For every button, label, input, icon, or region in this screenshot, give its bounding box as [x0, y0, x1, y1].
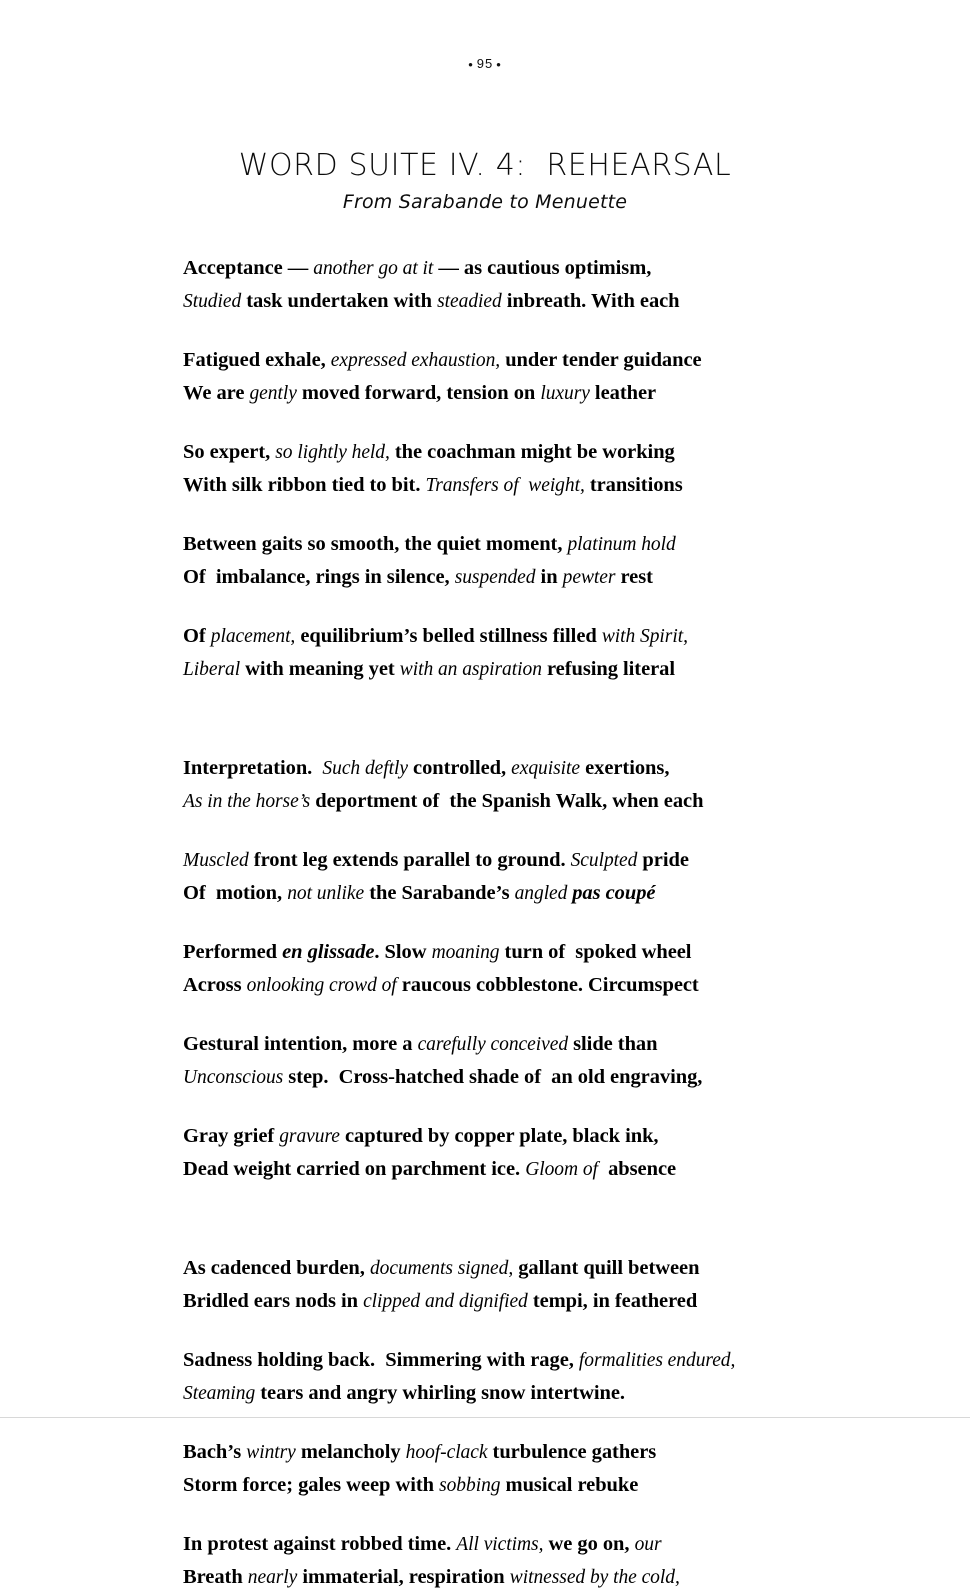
poem-line — [183, 1469, 803, 1502]
poem-run-roman: the coachman might be working — [389, 441, 675, 463]
poem-run-italic: expressed exhaustion, — [330, 350, 501, 371]
poem-run-roman: Gestural intention, more a — [183, 1033, 418, 1055]
poem-stanza — [183, 252, 803, 318]
poem-line — [183, 1153, 803, 1186]
poem-run-roman: Across — [183, 974, 247, 996]
poem-run-italic: moaning — [431, 942, 500, 963]
poem-line — [183, 620, 803, 653]
poem-run-roman: As cadenced burden, — [183, 1257, 370, 1279]
poem-run-italic: Steaming — [183, 1383, 256, 1404]
poem-line — [183, 1285, 803, 1318]
poem-run-roman: under tender guidance — [500, 349, 702, 371]
poem-run-italic: platinum hold — [567, 534, 676, 555]
poem-line — [183, 1436, 803, 1469]
poem-run-italic: suspended — [454, 567, 536, 588]
poem-run-italic: Studied — [183, 291, 242, 312]
poem-stanza — [183, 620, 803, 686]
poem-run-roman: Of motion, — [183, 882, 288, 904]
poem-run-italic: Muscled — [183, 850, 249, 871]
poem-run-roman: Breath — [183, 1566, 248, 1588]
poem-run-italic: with an aspiration — [399, 659, 542, 680]
poem-run-roman: in — [535, 566, 563, 588]
poem-stanza — [183, 936, 803, 1002]
poem-run-roman: transitions — [584, 474, 683, 496]
poem-run-italic: documents signed, — [369, 1258, 514, 1279]
poem-run-roman: gallant quill between — [513, 1257, 700, 1279]
poem-stanza — [183, 844, 803, 910]
poem-stanza — [183, 436, 803, 502]
poem-run-italic: steadied — [437, 291, 502, 312]
poem-run-roman: . Slow — [374, 941, 432, 963]
poem-run-italic: Such deftly — [322, 758, 408, 779]
poem-run-italic: witnessed by the cold, — [509, 1567, 680, 1588]
poem-stanza — [183, 1528, 803, 1594]
poem-run-roman: pride — [637, 849, 689, 871]
poem-run-roman: front leg extends parallel to ground. — [248, 849, 571, 871]
poem-run-roman: Of — [183, 625, 211, 647]
poem-run-roman: captured by copper plate, black ink, — [339, 1125, 659, 1147]
poem-line — [183, 877, 803, 910]
poem-run-italic: hoof-clack — [405, 1442, 488, 1463]
poem-run-italic: Transfers of weight, — [425, 475, 585, 496]
poem-run-italic: onlooking crowd of — [246, 975, 397, 996]
poem-run-italic: exquisite — [511, 758, 580, 779]
folio-dot-left-icon: • — [468, 57, 474, 73]
poem-run-roman: melancholy — [295, 1441, 406, 1463]
poem-run-italic: Unconscious — [183, 1067, 284, 1088]
poem-run-roman: immaterial, respiration — [297, 1566, 510, 1588]
poem-line — [183, 1252, 803, 1285]
poem-stanza — [183, 1252, 803, 1318]
poem-run-roman: turn of spoked wheel — [499, 941, 692, 963]
poem-run-italic: nearly — [247, 1567, 298, 1588]
poem-run-italic: clipped and dignified — [363, 1291, 528, 1312]
poem-run-roman: Bridled ears nods in — [183, 1290, 364, 1312]
poem-line — [183, 528, 803, 561]
poem-stanza — [183, 752, 803, 818]
poem-run-roman: the Sarabande’s — [364, 882, 515, 904]
poem-line — [183, 969, 803, 1002]
poem-run-bold-italic: pas coupé — [572, 882, 656, 904]
poem-run-italic: As in the horse’s — [183, 791, 311, 812]
poem-run-roman: we go on, — [543, 1533, 635, 1555]
poem-run-italic: carefully conceived — [417, 1034, 569, 1055]
poem-run-roman: tempi, in feathered — [527, 1290, 698, 1312]
poem-run-roman: musical rebuke — [500, 1474, 639, 1496]
poem-run-italic: formalities endured, — [578, 1350, 736, 1371]
poem-run-roman: Fatigued exhale, — [183, 349, 331, 371]
poem-run-roman: step. Cross-hatched shade of an old engraving, — [283, 1066, 703, 1088]
poem-body — [183, 252, 803, 1594]
poem-run-roman: exertions, — [580, 757, 670, 779]
poem-line — [183, 1028, 803, 1061]
poem-run-roman: tears and angry whirling snow intertwine. — [255, 1382, 625, 1404]
poem-run-italic: gravure — [279, 1126, 340, 1147]
poem-run-roman: equilibrium’s belled stillness filled — [295, 625, 602, 647]
poem-line — [183, 1528, 803, 1561]
poem-run-italic: angled — [514, 883, 573, 904]
poem-run-roman: deportment of the Spanish Walk, when each — [310, 790, 704, 812]
poem-run-roman: turbulence gathers — [487, 1441, 657, 1463]
poem-run-roman: inbreath. With each — [501, 290, 680, 312]
poem-line — [183, 377, 803, 410]
poem-line — [183, 653, 803, 686]
poem-stanza — [183, 1436, 803, 1502]
poem-run-italic: pewter — [562, 567, 616, 588]
poem-run-roman: Sadness holding back. Simmering with rage, — [183, 1349, 579, 1371]
folio-dot-right-icon: • — [496, 57, 502, 73]
poem-line — [183, 344, 803, 377]
poem-run-roman: absence — [597, 1158, 677, 1180]
poem-run-roman: Bach’s — [183, 1441, 247, 1463]
poem-line — [183, 436, 803, 469]
poem-run-roman: moved forward, tension on — [296, 382, 541, 404]
poem-line — [183, 1120, 803, 1153]
poem-run-roman: So expert, — [183, 441, 276, 463]
poem-run-italic: Sculpted — [570, 850, 638, 871]
poem-stanza — [183, 528, 803, 594]
poem-run-italic: so lightly held, — [275, 442, 390, 463]
poem-run-italic: our — [634, 1534, 662, 1555]
poem-run-italic: All victims, — [456, 1534, 544, 1555]
poem-run-roman: We are — [183, 382, 250, 404]
poem-stanza — [183, 1120, 803, 1186]
poem-stanza — [183, 1028, 803, 1094]
poem-run-italic: with Spirit, — [601, 626, 688, 647]
poem-line — [183, 752, 803, 785]
poem-line — [183, 785, 803, 818]
poem-run-roman: Between gaits so smooth, the quiet moment, — [183, 533, 568, 555]
poem-line — [183, 1377, 803, 1410]
poem-run-roman: Interpretation. — [183, 757, 323, 779]
page-subtitle: From Sarabande to Menuette — [342, 190, 628, 213]
poem-run-roman: Acceptance — — [183, 257, 314, 279]
poem-stanza — [183, 344, 803, 410]
poem-run-italic: not unlike — [287, 883, 365, 904]
poem-run-italic: wintry — [246, 1442, 296, 1463]
poem-line — [183, 469, 803, 502]
poem-run-roman: In protest against robbed time. — [183, 1533, 457, 1555]
poem-run-roman: Gray grief — [183, 1125, 280, 1147]
poem-run-italic: sobbing — [439, 1475, 501, 1496]
poem-run-roman: slide than — [568, 1033, 658, 1055]
poem-run-italic: luxury — [540, 383, 590, 404]
poem-run-roman: with meaning yet — [240, 658, 400, 680]
poem-run-roman: leather — [589, 382, 657, 404]
poem-run-roman: rest — [615, 566, 653, 588]
poem-run-italic: Gloom of — [525, 1159, 598, 1180]
poem-run-roman: Storm force; gales weep with — [183, 1474, 440, 1496]
poem-line — [183, 252, 803, 285]
poem-run-italic: gently — [249, 383, 297, 404]
poem-line — [183, 936, 803, 969]
folio-number: 95 — [476, 56, 494, 71]
poem-run-roman: controlled, — [407, 757, 512, 779]
poem-run-roman: Dead weight carried on parchment ice. — [183, 1158, 526, 1180]
poem-run-roman: — as cautious optimism, — [433, 257, 652, 279]
poem-run-italic: Liberal — [183, 659, 241, 680]
poem-run-bold-italic: en glissade — [282, 941, 375, 963]
poem-stanza — [183, 1344, 803, 1410]
poem-run-roman: Performed — [183, 941, 283, 963]
poem-line — [183, 844, 803, 877]
poem-line — [183, 561, 803, 594]
poem-run-italic: another go at it — [313, 258, 434, 279]
poem-run-roman: With silk ribbon tied to bit. — [183, 474, 426, 496]
poem-line — [183, 1344, 803, 1377]
poem-run-roman: Of imbalance, rings in silence, — [183, 566, 455, 588]
poem-line — [183, 1561, 803, 1594]
page-folio — [0, 56, 970, 72]
poem-run-roman: refusing literal — [541, 658, 676, 680]
poem-run-roman: raucous cobblestone. Circumspect — [396, 974, 699, 996]
poem-line — [183, 285, 803, 318]
page-title: WORD SUITE IV. 4: REHEARSAL — [238, 148, 732, 184]
poem-run-roman: task undertaken with — [241, 290, 438, 312]
poem-run-italic: placement, — [210, 626, 296, 647]
poem-line — [183, 1061, 803, 1094]
